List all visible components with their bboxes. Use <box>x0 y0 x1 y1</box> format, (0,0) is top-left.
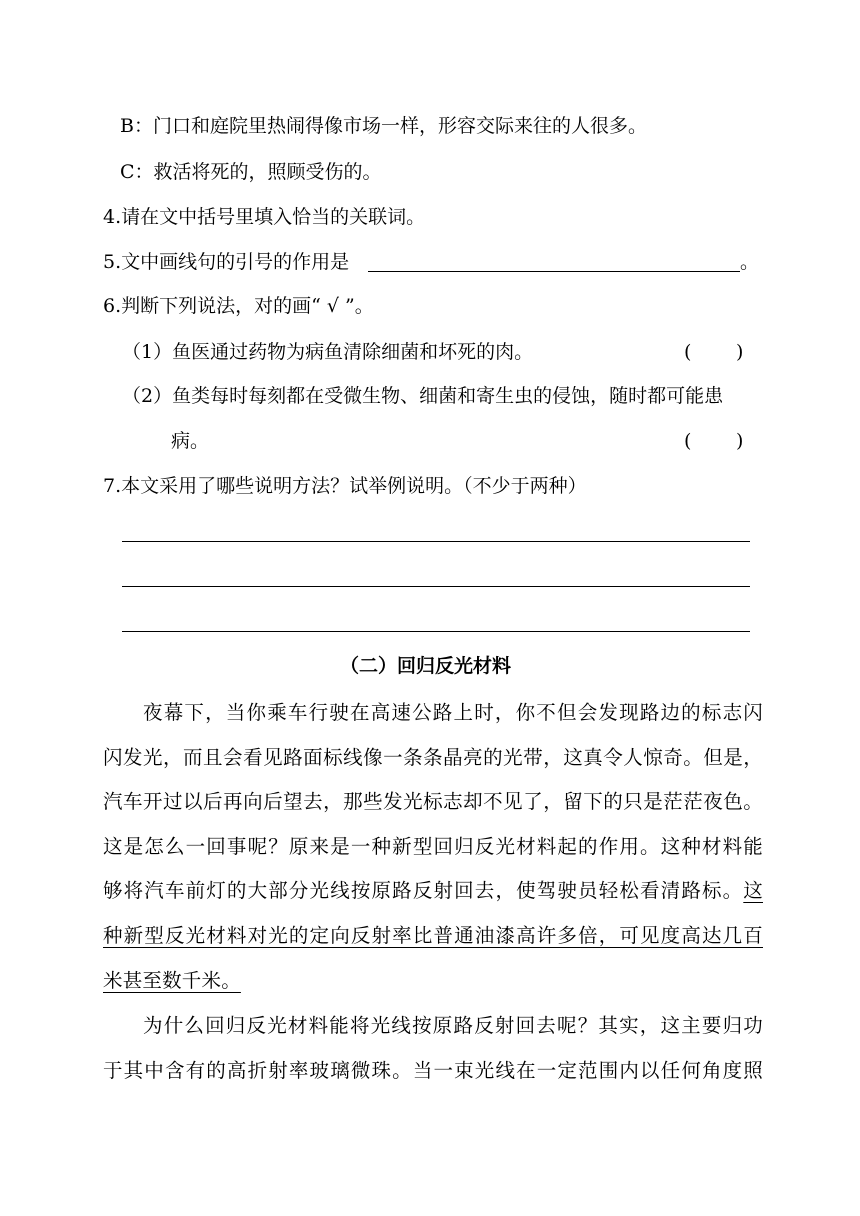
q7-answer-line-1[interactable] <box>122 541 750 542</box>
underlined-sentence-middle: 种新型反光材料对光的定向反射率比普通油漆高许多倍，可见度高达几百 <box>103 923 763 947</box>
question-7: 7.本文采用了哪些说明方法？试举例说明。（不少于两种） <box>103 475 587 497</box>
p1-line-7 <box>103 959 763 1004</box>
underlined-sentence-start: 这 <box>743 879 763 903</box>
p1-line-5 <box>103 869 763 914</box>
question-5 <box>103 253 349 272</box>
question-5-period: 。 <box>740 251 760 273</box>
p1-line-2: 闪发光，而且会看见路面标线像一条条晶亮的光带，这真令人惊奇。但是， <box>103 745 763 769</box>
p2-line-2: 于其中含有的高折射率玻璃微珠。当一束光线在一定范围内以任何角度照 <box>103 1058 763 1082</box>
question-4: 4.请在文中括号里填入恰当的关联词。 <box>103 206 426 228</box>
section-title: （二）回归反光材料 <box>340 655 512 677</box>
p1-line-6 <box>103 914 763 959</box>
q6-item-2-line-1: （2）鱼类每时每刻都在受微生物、细菌和寄生虫的侵蚀，随时都可能患 <box>122 385 724 407</box>
p1-line-3: 汽车开过以后再向后望去，那些发光标志却不见了，留下的只是茫茫夜色。 <box>103 790 763 814</box>
option-c: C：救活将死的，照顾受伤的。 <box>120 161 382 183</box>
paragraph-1 <box>103 691 763 1003</box>
q6-item-2-line-2: 病。 <box>171 430 210 452</box>
p1-line-5-text: 够将汽车前灯的大部分光线按原路反射回去，使驾驶员轻松看清路标。 <box>103 879 744 903</box>
question-5-text: 5.文中画线句的引号的作用是 <box>103 251 350 273</box>
option-b: B：门口和庭院里热闹得像市场一样，形容交际来往的人很多。 <box>120 115 647 137</box>
q6-item-1: （1）鱼医通过药物为病鱼清除细菌和坏死的肉。 <box>122 341 534 363</box>
q7-answer-line-2[interactable] <box>122 586 750 587</box>
p1-line-1: 夜幕下，当你乘车行驶在高速公路上时，你不但会发现路边的标志闪 <box>143 701 763 724</box>
paren-close: ) <box>736 430 744 452</box>
q7-answer-line-3[interactable] <box>122 631 750 632</box>
paragraph-2 <box>103 1004 763 1093</box>
question-6: 6.判断下列说法，对的画“ √ ”。 <box>103 295 374 317</box>
p2-line-1: 为什么回归反光材料能将光线按原路反射回去呢？其实，这主要归功 <box>143 1014 763 1037</box>
question-5-answer-line[interactable] <box>368 271 740 272</box>
p1-line-4: 这是怎么一回事呢？原来是一种新型回归反光材料起的作用。这种材料能 <box>103 834 763 858</box>
paren-open: ( <box>684 430 692 452</box>
paren-open: ( <box>684 341 692 363</box>
underlined-sentence-end: 米甚至数千米。 <box>103 968 241 992</box>
paren-close: ) <box>736 341 744 363</box>
